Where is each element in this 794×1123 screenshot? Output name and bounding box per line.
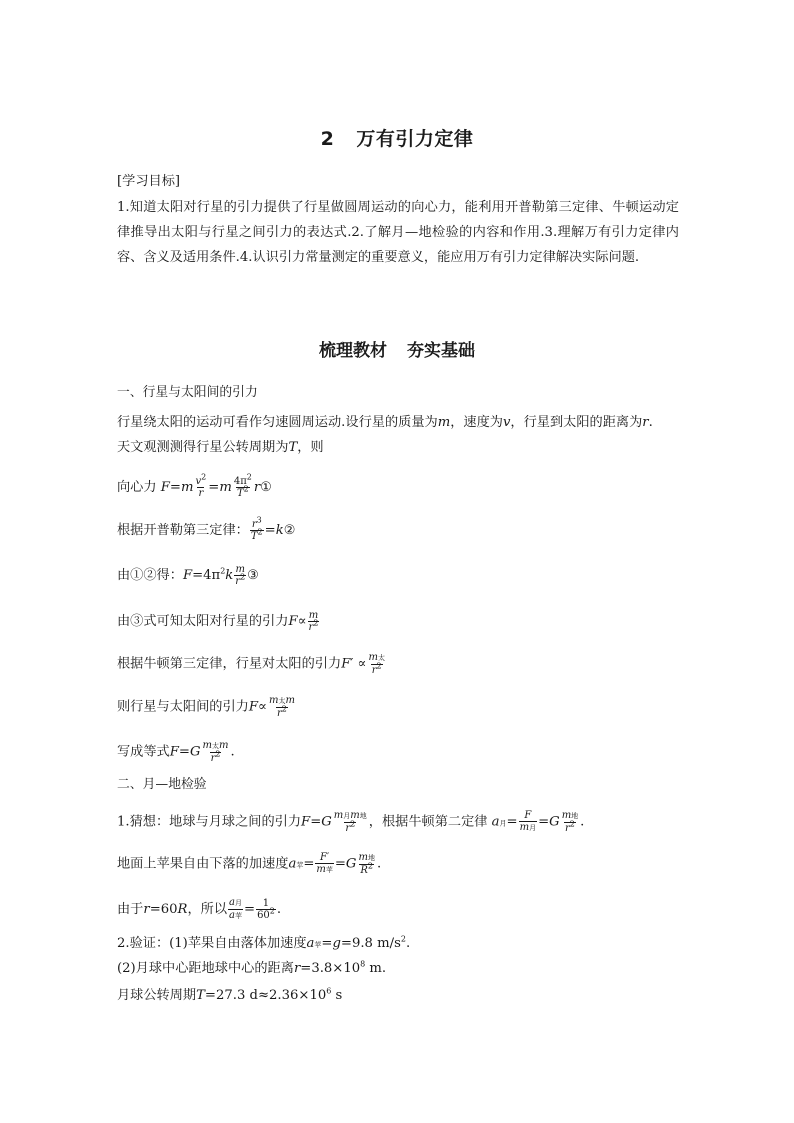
part1-intro-line2: 天文观测测得行星公转周期为T，则 [117,440,324,455]
equation-proportional-1: 由③式可知太阳对行星的引力F∝ $\frac{m}{r^2}$ [117,610,319,633]
part2-heading: 二、月—地检验 [117,777,207,792]
section-title-left: 梳理教材 [319,341,387,361]
equation-gravitation: 写成等式F=G $\frac{\text{m太m}}{r^2}$ . [117,740,235,764]
section-title [0,336,794,361]
page-title [0,124,794,151]
equation-proportional-3: 则行星与太阳间的引力F∝ $\frac{\text{m太m}}{r^2}$ [117,695,295,719]
equation-proportional-2: 根据牛顿第三定律，行星对太阳的引力F′ ∝ $\frac{\text{m太}}{r^2}$ [117,652,385,676]
verify-apple: 2.验证：(1)苹果自由落体加速度a苹=g=9.8 $m/s^2$. [117,934,411,951]
title-text: 万有引力定律 [356,128,474,150]
equation-kepler: 根据开普勒第三定律： $\frac{r^3}{T^2}$ =k② [117,515,296,542]
moon-period: 月球公转周期T=27.3 $d\approx 2.36\times 10^6$ s [117,986,343,1003]
equation-centripetal: 向心力 F=m $\frac{v^2}{r}$ =m $\frac{4\pi^2}{T^2}$ r① [117,472,272,499]
part1-intro-line1: 行星绕太阳的运动可看作匀速圆周运动.设行星的质量为m，速度为v，行星到太阳的距离为r. [117,415,653,430]
moon-earth-guess: 1.猜想：地球与月球之间的引力F=G $\frac{\text{m月m地}}{r^2}$ ，根据牛顿第二定律 a月= $\frac{F}{\text{m月}}$ =G $\frac{\text{m地}}{r^2}$ . [117,810,585,834]
objectives-label: [学习目标] [117,174,181,189]
apple-acceleration: 地面上苹果自由下落的加速度a苹= $\frac{F'}{\text{m苹}}$ =G $\frac{\text{m地}}{R^2}$ . [117,852,382,876]
ratio-equation: 由于r=60R，所以 $\frac{\text{a月}}{\text{a苹}}$ = $\frac{1}{60^2}$ . [117,897,282,921]
section-title-right: 夯实基础 [407,341,475,361]
title-number: 2 [320,128,335,150]
equation-combined: 由①②得：$F=4\pi^2k$ $\frac{m}{r^2}$ ③ [117,564,259,587]
verify-distance: (2)月球中心距地球中心的距离$r=3.8\times 10^8$ m. [117,959,387,976]
objectives-body: 1.知道太阳对行星的引力提供了行星做圆周运动的向心力，能利用开普勒第三定律、牛顿运动定律推导出太阳与行星之间引力的表达式.2.了解月—地检验的内容和作用.3.理解万有引力定律内容、含义及适用条件.4.认识引力常量测定的重要意义，能应用万有引力定律解决实际问题. [117,200,679,265]
part1-heading: 一、行星与太阳间的引力 [117,385,258,400]
